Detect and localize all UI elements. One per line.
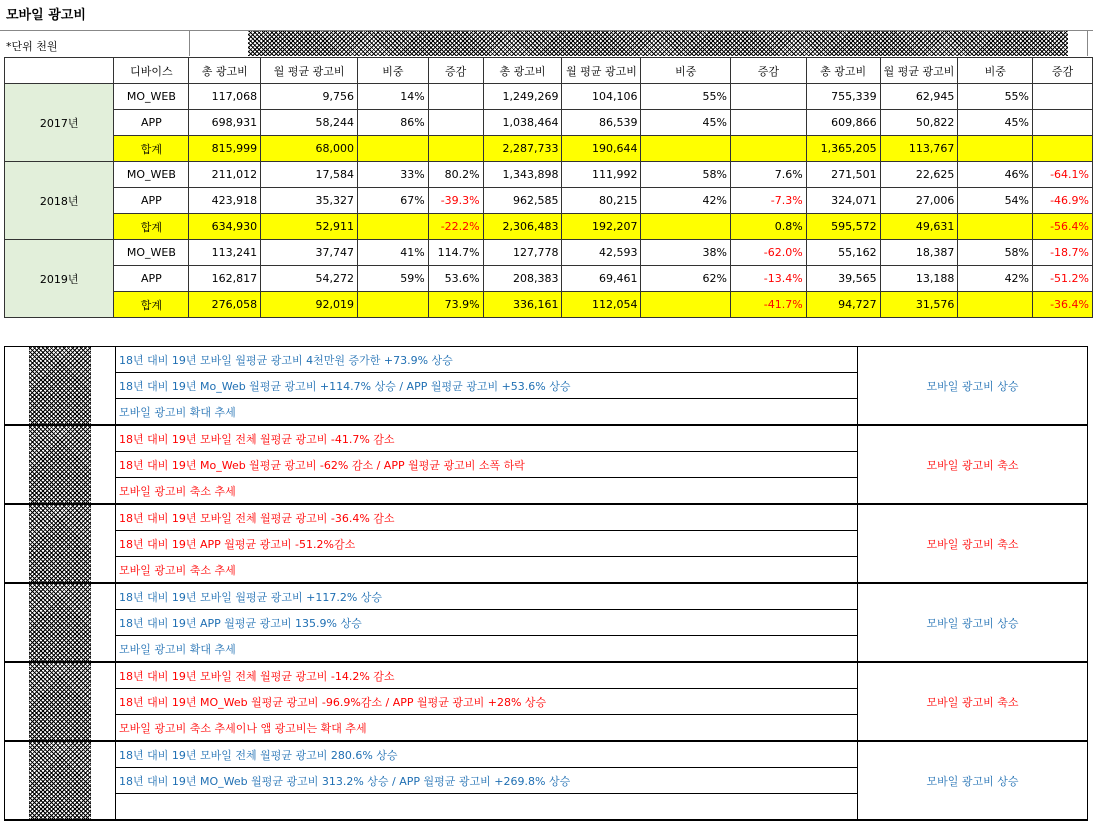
value-cell: 111,992	[562, 162, 641, 188]
value-cell	[641, 214, 731, 240]
value-cell: 14%	[358, 84, 429, 110]
value-cell: 69,461	[562, 266, 641, 292]
value-cell: 13,188	[880, 266, 958, 292]
device-row	[5, 84, 1093, 110]
device-cell: 합계	[114, 214, 189, 240]
value-cell: 49,631	[880, 214, 958, 240]
hatch-pattern	[29, 742, 91, 819]
value-cell: 59%	[358, 266, 429, 292]
value-cell: 38%	[641, 240, 731, 266]
value-cell: 80,215	[562, 188, 641, 214]
column-header: 총 광고비	[483, 58, 562, 84]
column-header: 디바이스	[114, 58, 189, 84]
value-cell: 62%	[641, 266, 731, 292]
value-cell: 9,756	[261, 84, 358, 110]
value-cell: 52,911	[261, 214, 358, 240]
value-cell: 114.7%	[428, 240, 483, 266]
value-cell	[730, 110, 806, 136]
value-cell: 2,306,483	[483, 214, 562, 240]
note-row	[5, 741, 1088, 768]
device-cell: 합계	[114, 136, 189, 162]
value-cell: 815,999	[189, 136, 261, 162]
year-label: 2017년	[5, 84, 114, 162]
value-cell: 7.6%	[730, 162, 806, 188]
value-cell: 54%	[958, 188, 1033, 214]
value-cell: 2,287,733	[483, 136, 562, 162]
note-text: 18년 대비 19년 모바일 월평균 광고비 4천만원 증가한 +73.9% 상승	[116, 347, 858, 373]
note-text: 18년 대비 19년 APP 월평균 광고비 -51.2%감소	[116, 531, 858, 557]
value-cell: 55,162	[806, 240, 880, 266]
column-header: 월 평균 광고비	[562, 58, 641, 84]
value-cell: -56.4%	[1033, 214, 1093, 240]
value-cell: 423,918	[189, 188, 261, 214]
total-row	[5, 136, 1093, 162]
year-label: 2019년	[5, 240, 114, 318]
value-cell: 962,585	[483, 188, 562, 214]
value-cell: 50,822	[880, 110, 958, 136]
value-cell: 104,106	[562, 84, 641, 110]
value-cell: 42%	[641, 188, 731, 214]
value-cell: 0.8%	[730, 214, 806, 240]
note-text: 18년 대비 19년 Mo_Web 월평균 광고비 -62% 감소 / APP 월평균 광고비 소폭 하락	[116, 452, 858, 478]
note-row	[5, 662, 1088, 689]
note-text: 모바일 광고비 축소 추세	[116, 557, 858, 584]
value-cell: 1,365,205	[806, 136, 880, 162]
value-cell: 58%	[641, 162, 731, 188]
device-row	[5, 162, 1093, 188]
value-cell	[358, 292, 429, 318]
hatched-label-cell	[5, 504, 116, 583]
device-cell: APP	[114, 266, 189, 292]
value-cell	[428, 84, 483, 110]
value-cell	[730, 136, 806, 162]
value-cell	[641, 292, 731, 318]
value-cell: -41.7%	[730, 292, 806, 318]
value-cell: 17,584	[261, 162, 358, 188]
conclusion-cell: 모바일 광고비 축소	[858, 662, 1088, 741]
analysis-notes-table	[4, 346, 1088, 821]
value-cell	[730, 84, 806, 110]
value-cell: -51.2%	[1033, 266, 1093, 292]
note-text	[116, 794, 858, 821]
header-divider	[189, 31, 190, 56]
device-row	[5, 110, 1093, 136]
hatched-label-cell	[5, 347, 116, 426]
note-text: 18년 대비 19년 MO_Web 월평균 광고비 -96.9%감소 / APP 월평균 광고비 +28% 상승	[116, 689, 858, 715]
value-cell: 46%	[958, 162, 1033, 188]
value-cell: 31,576	[880, 292, 958, 318]
value-cell: 18,387	[880, 240, 958, 266]
note-text: 모바일 광고비 확대 추세	[116, 636, 858, 663]
value-cell: 634,930	[189, 214, 261, 240]
hatch-pattern	[29, 426, 91, 503]
hatch-pattern	[29, 584, 91, 661]
value-cell: 58%	[958, 240, 1033, 266]
conclusion-cell: 모바일 광고비 상승	[858, 583, 1088, 662]
conclusion-cell: 모바일 광고비 상승	[858, 347, 1088, 426]
column-header: 총 광고비	[806, 58, 880, 84]
value-cell	[958, 214, 1033, 240]
value-cell: 27,006	[880, 188, 958, 214]
column-header: 월 평균 광고비	[880, 58, 958, 84]
note-text: 18년 대비 19년 모바일 전체 월평균 광고비 280.6% 상승	[116, 741, 858, 768]
note-row	[5, 583, 1088, 610]
device-row	[5, 240, 1093, 266]
note-text: 모바일 광고비 축소 추세이나 앱 광고비는 확대 추세	[116, 715, 858, 742]
value-cell: 92,019	[261, 292, 358, 318]
value-cell: -36.4%	[1033, 292, 1093, 318]
value-cell: -13.4%	[730, 266, 806, 292]
value-cell: 33%	[358, 162, 429, 188]
value-cell	[428, 110, 483, 136]
header-row	[5, 58, 1093, 84]
value-cell: 595,572	[806, 214, 880, 240]
value-cell	[358, 214, 429, 240]
conclusion-cell: 모바일 광고비 상승	[858, 741, 1088, 820]
column-header: 비중	[958, 58, 1033, 84]
total-row	[5, 214, 1093, 240]
value-cell: 67%	[358, 188, 429, 214]
note-text: 모바일 광고비 확대 추세	[116, 399, 858, 426]
value-cell: -22.2%	[428, 214, 483, 240]
value-cell: 86,539	[562, 110, 641, 136]
value-cell: 42%	[958, 266, 1033, 292]
value-cell: 53.6%	[428, 266, 483, 292]
column-header: 증감	[730, 58, 806, 84]
note-text: 모바일 광고비 축소 추세	[116, 478, 858, 505]
value-cell: 80.2%	[428, 162, 483, 188]
value-cell: -46.9%	[1033, 188, 1093, 214]
value-cell: 208,383	[483, 266, 562, 292]
unit-note: *단위 천원	[6, 40, 58, 53]
value-cell: 22,625	[880, 162, 958, 188]
ad-spend-table	[4, 57, 1093, 318]
value-cell: 1,249,269	[483, 84, 562, 110]
value-cell: 94,727	[806, 292, 880, 318]
device-cell: APP	[114, 110, 189, 136]
value-cell: 73.9%	[428, 292, 483, 318]
device-row	[5, 188, 1093, 214]
value-cell: 45%	[958, 110, 1033, 136]
note-text: 18년 대비 19년 모바일 월평균 광고비 +117.2% 상승	[116, 583, 858, 610]
value-cell: 1,343,898	[483, 162, 562, 188]
device-row	[5, 266, 1093, 292]
value-cell	[358, 136, 429, 162]
column-header: 비중	[358, 58, 429, 84]
column-header: 증감	[1033, 58, 1093, 84]
value-cell: 211,012	[189, 162, 261, 188]
hatched-label-cell	[5, 662, 116, 741]
hatch-pattern	[29, 505, 91, 582]
hatched-label-cell	[5, 741, 116, 820]
device-cell: APP	[114, 188, 189, 214]
value-cell: 39,565	[806, 266, 880, 292]
value-cell: 336,161	[483, 292, 562, 318]
value-cell: 86%	[358, 110, 429, 136]
value-cell: 55%	[958, 84, 1033, 110]
value-cell: 1,038,464	[483, 110, 562, 136]
value-cell: 276,058	[189, 292, 261, 318]
value-cell: 324,071	[806, 188, 880, 214]
column-header: 월 평균 광고비	[261, 58, 358, 84]
value-cell	[1033, 84, 1093, 110]
value-cell: -39.3%	[428, 188, 483, 214]
value-cell	[1033, 110, 1093, 136]
sheet-title: 모바일 광고비	[6, 8, 86, 23]
value-cell: -62.0%	[730, 240, 806, 266]
value-cell: 698,931	[189, 110, 261, 136]
value-cell: 42,593	[562, 240, 641, 266]
value-cell: 35,327	[261, 188, 358, 214]
value-cell: 190,644	[562, 136, 641, 162]
note-text: 18년 대비 19년 모바일 전체 월평균 광고비 -36.4% 감소	[116, 504, 858, 531]
value-cell	[641, 136, 731, 162]
year-label: 2018년	[5, 162, 114, 240]
column-header: 증감	[428, 58, 483, 84]
hatch-pattern	[29, 347, 91, 424]
value-cell: 162,817	[189, 266, 261, 292]
value-cell: 192,207	[562, 214, 641, 240]
hatched-header-area	[248, 31, 1068, 56]
value-cell: 58,244	[261, 110, 358, 136]
device-cell: MO_WEB	[114, 240, 189, 266]
value-cell: 68,000	[261, 136, 358, 162]
note-text: 18년 대비 19년 모바일 전체 월평균 광고비 -41.7% 감소	[116, 425, 858, 452]
conclusion-cell: 모바일 광고비 축소	[858, 504, 1088, 583]
device-cell: MO_WEB	[114, 84, 189, 110]
note-text: 18년 대비 19년 MO_Web 월평균 광고비 313.2% 상승 / APP 월평균 광고비 +269.8% 상승	[116, 768, 858, 794]
value-cell: 55%	[641, 84, 731, 110]
column-header: 총 광고비	[189, 58, 261, 84]
value-cell	[958, 136, 1033, 162]
device-cell: 합계	[114, 292, 189, 318]
value-cell: 271,501	[806, 162, 880, 188]
hatched-label-cell	[5, 425, 116, 504]
value-cell: -18.7%	[1033, 240, 1093, 266]
note-text: 18년 대비 19년 Mo_Web 월평균 광고비 +114.7% 상승 / APP 월평균 광고비 +53.6% 상승	[116, 373, 858, 399]
value-cell: -64.1%	[1033, 162, 1093, 188]
value-cell: 609,866	[806, 110, 880, 136]
column-header: 비중	[641, 58, 731, 84]
header-divider	[1087, 31, 1088, 56]
note-row	[5, 425, 1088, 452]
value-cell: 45%	[641, 110, 731, 136]
value-cell: 37,747	[261, 240, 358, 266]
total-row	[5, 292, 1093, 318]
value-cell: 755,339	[806, 84, 880, 110]
value-cell: 62,945	[880, 84, 958, 110]
hatch-pattern	[29, 663, 91, 740]
value-cell: 117,068	[189, 84, 261, 110]
value-cell	[428, 136, 483, 162]
value-cell: 41%	[358, 240, 429, 266]
corner-cell	[5, 58, 114, 84]
device-cell: MO_WEB	[114, 162, 189, 188]
value-cell: 54,272	[261, 266, 358, 292]
conclusion-cell: 모바일 광고비 축소	[858, 425, 1088, 504]
value-cell: 113,241	[189, 240, 261, 266]
hatched-label-cell	[5, 583, 116, 662]
note-text: 18년 대비 19년 APP 월평균 광고비 135.9% 상승	[116, 610, 858, 636]
value-cell	[958, 292, 1033, 318]
note-row	[5, 504, 1088, 531]
value-cell: 112,054	[562, 292, 641, 318]
value-cell: 127,778	[483, 240, 562, 266]
note-row	[5, 347, 1088, 373]
note-text: 18년 대비 19년 모바일 전체 월평균 광고비 -14.2% 감소	[116, 662, 858, 689]
value-cell: -7.3%	[730, 188, 806, 214]
value-cell: 113,767	[880, 136, 958, 162]
value-cell	[1033, 136, 1093, 162]
